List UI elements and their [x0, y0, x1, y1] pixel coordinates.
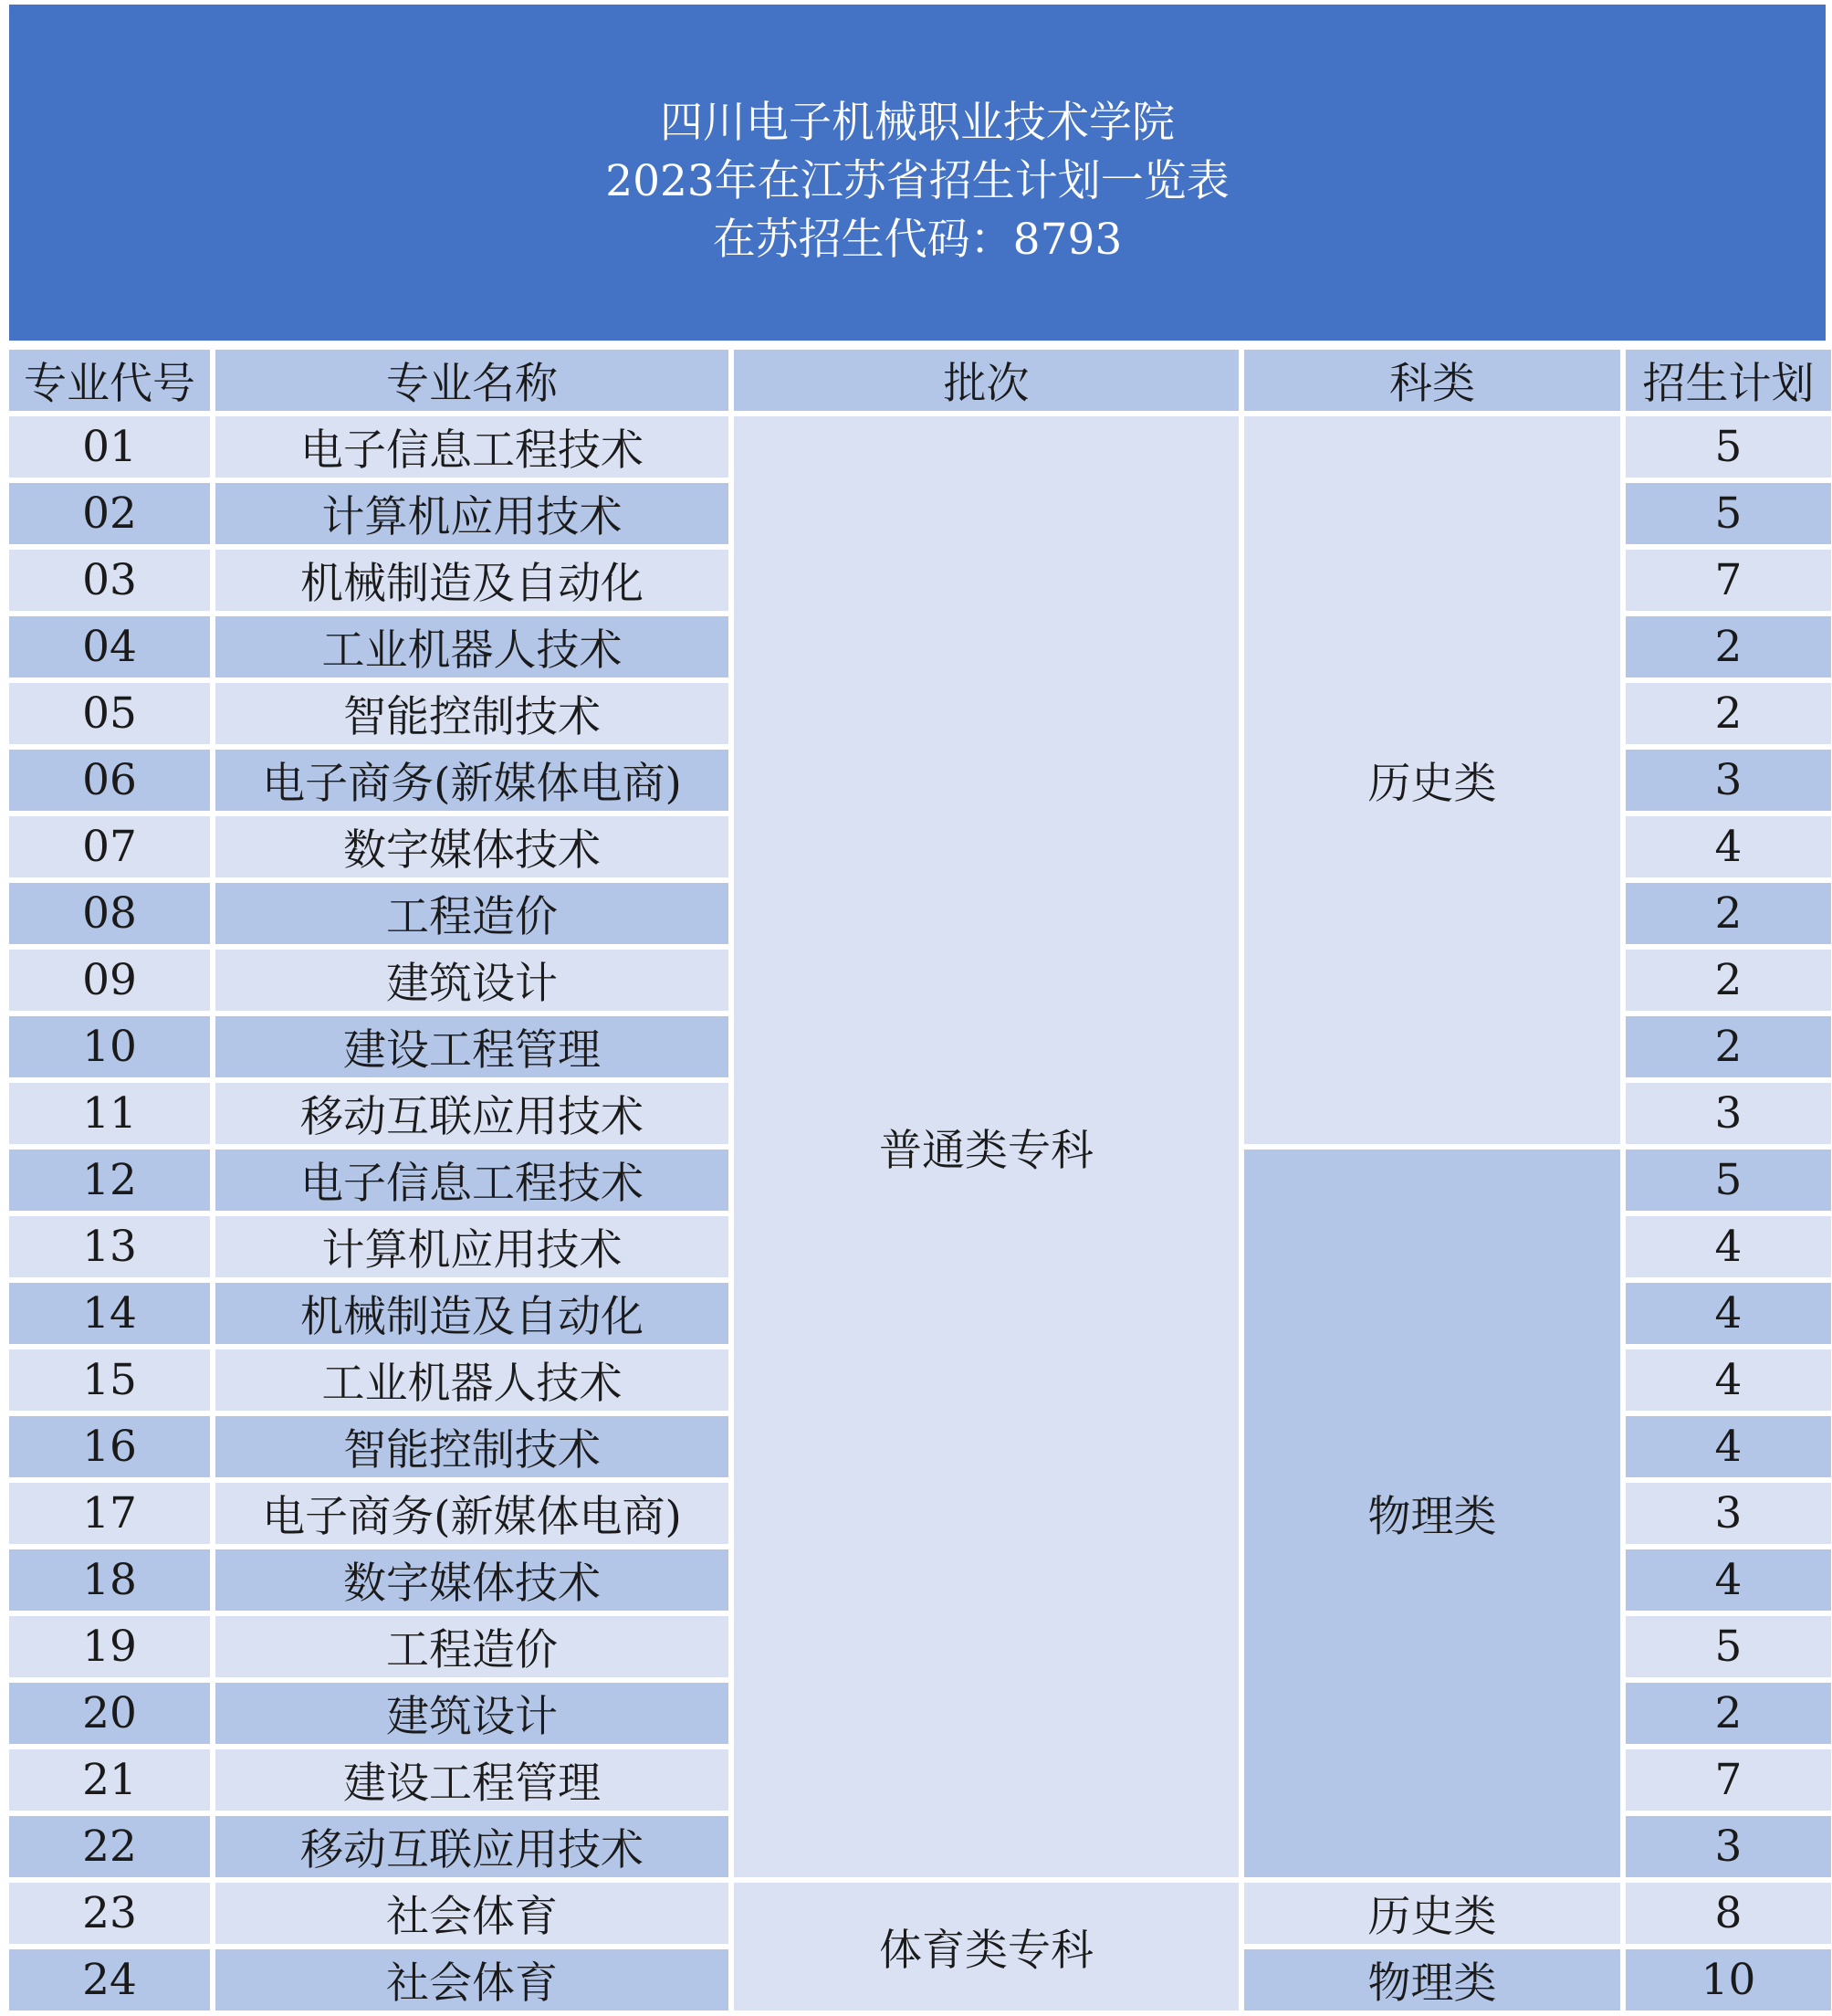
plan-count: 5 [1626, 1616, 1831, 1677]
major-name: 电子信息工程技术 [215, 1150, 728, 1211]
plan-count: 4 [1626, 1216, 1831, 1277]
major-code: 01 [9, 416, 210, 478]
subject-physics: 物理类 [1244, 1150, 1620, 1877]
major-code: 21 [9, 1749, 210, 1811]
school-name: 四川电子机械职业技术学院 [660, 98, 1175, 148]
major-name: 社会体育 [215, 1883, 728, 1944]
plan-count: 2 [1626, 1683, 1831, 1744]
header-plan: 招生计划 [1626, 350, 1831, 411]
major-name: 工程造价 [215, 1616, 728, 1677]
plan-title: 2023年在江苏省招生计划一览表 [605, 156, 1230, 206]
major-code: 16 [9, 1416, 210, 1477]
major-name: 建设工程管理 [215, 1749, 728, 1811]
major-code: 12 [9, 1150, 210, 1211]
table-row [9, 1883, 1831, 1944]
plan-count: 2 [1626, 1016, 1831, 1077]
major-code: 02 [9, 483, 210, 544]
major-name: 机械制造及自动化 [215, 550, 728, 611]
major-code: 13 [9, 1216, 210, 1277]
plan-count: 7 [1626, 550, 1831, 611]
plan-count: 2 [1626, 616, 1831, 677]
title-banner [9, 5, 1826, 341]
plan-count: 3 [1626, 1816, 1831, 1877]
batch-general: 普通类专科 [734, 416, 1239, 1877]
major-code: 06 [9, 750, 210, 811]
major-code: 14 [9, 1283, 210, 1344]
major-name: 机械制造及自动化 [215, 1283, 728, 1344]
major-name: 智能控制技术 [215, 1416, 728, 1477]
major-name: 智能控制技术 [215, 683, 728, 744]
major-name: 移动互联应用技术 [215, 1816, 728, 1877]
major-name: 社会体育 [215, 1949, 728, 2011]
enrollment-plan-table [4, 344, 1832, 2016]
table-header-row [9, 350, 1831, 411]
major-name: 工业机器人技术 [215, 616, 728, 677]
header-name: 专业名称 [215, 350, 728, 411]
major-code: 17 [9, 1483, 210, 1544]
plan-count: 3 [1626, 1483, 1831, 1544]
major-code: 03 [9, 550, 210, 611]
major-code: 15 [9, 1349, 210, 1411]
plan-count: 3 [1626, 1083, 1831, 1144]
plan-count: 3 [1626, 750, 1831, 811]
major-code: 24 [9, 1949, 210, 2011]
subject-history: 历史类 [1244, 416, 1620, 1144]
batch-sports: 体育类专科 [734, 1883, 1239, 2011]
plan-count: 2 [1626, 883, 1831, 944]
major-code: 20 [9, 1683, 210, 1744]
plan-count: 4 [1626, 1416, 1831, 1477]
plan-count: 10 [1626, 1949, 1831, 2011]
major-code: 22 [9, 1816, 210, 1877]
plan-count: 5 [1626, 1150, 1831, 1211]
plan-count: 5 [1626, 483, 1831, 544]
major-code: 09 [9, 950, 210, 1011]
major-code: 07 [9, 816, 210, 877]
plan-count: 5 [1626, 416, 1831, 478]
plan-count: 4 [1626, 1283, 1831, 1344]
header-batch: 批次 [734, 350, 1239, 411]
major-name: 数字媒体技术 [215, 1549, 728, 1611]
plan-count: 8 [1626, 1883, 1831, 1944]
major-code: 18 [9, 1549, 210, 1611]
major-name: 计算机应用技术 [215, 483, 728, 544]
header-subject: 科类 [1244, 350, 1620, 411]
plan-count: 4 [1626, 1549, 1831, 1611]
plan-count: 7 [1626, 1749, 1831, 1811]
plan-count: 2 [1626, 950, 1831, 1011]
plan-count: 4 [1626, 816, 1831, 877]
major-name: 电子商务(新媒体电商) [215, 1483, 728, 1544]
major-code: 11 [9, 1083, 210, 1144]
plan-count: 2 [1626, 683, 1831, 744]
major-name: 工业机器人技术 [215, 1349, 728, 1411]
major-code: 19 [9, 1616, 210, 1677]
enrollment-code: 在苏招生代码：8793 [712, 215, 1123, 265]
plan-count: 4 [1626, 1349, 1831, 1411]
major-code: 10 [9, 1016, 210, 1077]
major-code: 05 [9, 683, 210, 744]
major-name: 电子信息工程技术 [215, 416, 728, 478]
table-body [9, 416, 1831, 2011]
major-name: 数字媒体技术 [215, 816, 728, 877]
major-name: 计算机应用技术 [215, 1216, 728, 1277]
table-row [9, 416, 1831, 478]
major-name: 电子商务(新媒体电商) [215, 750, 728, 811]
major-code: 23 [9, 1883, 210, 1944]
major-code: 08 [9, 883, 210, 944]
major-name: 移动互联应用技术 [215, 1083, 728, 1144]
major-name: 建筑设计 [215, 950, 728, 1011]
header-code: 专业代号 [9, 350, 210, 411]
major-name: 工程造价 [215, 883, 728, 944]
major-name: 建设工程管理 [215, 1016, 728, 1077]
major-name: 建筑设计 [215, 1683, 728, 1744]
major-code: 04 [9, 616, 210, 677]
subject-physics: 物理类 [1244, 1949, 1620, 2011]
subject-history: 历史类 [1244, 1883, 1620, 1944]
